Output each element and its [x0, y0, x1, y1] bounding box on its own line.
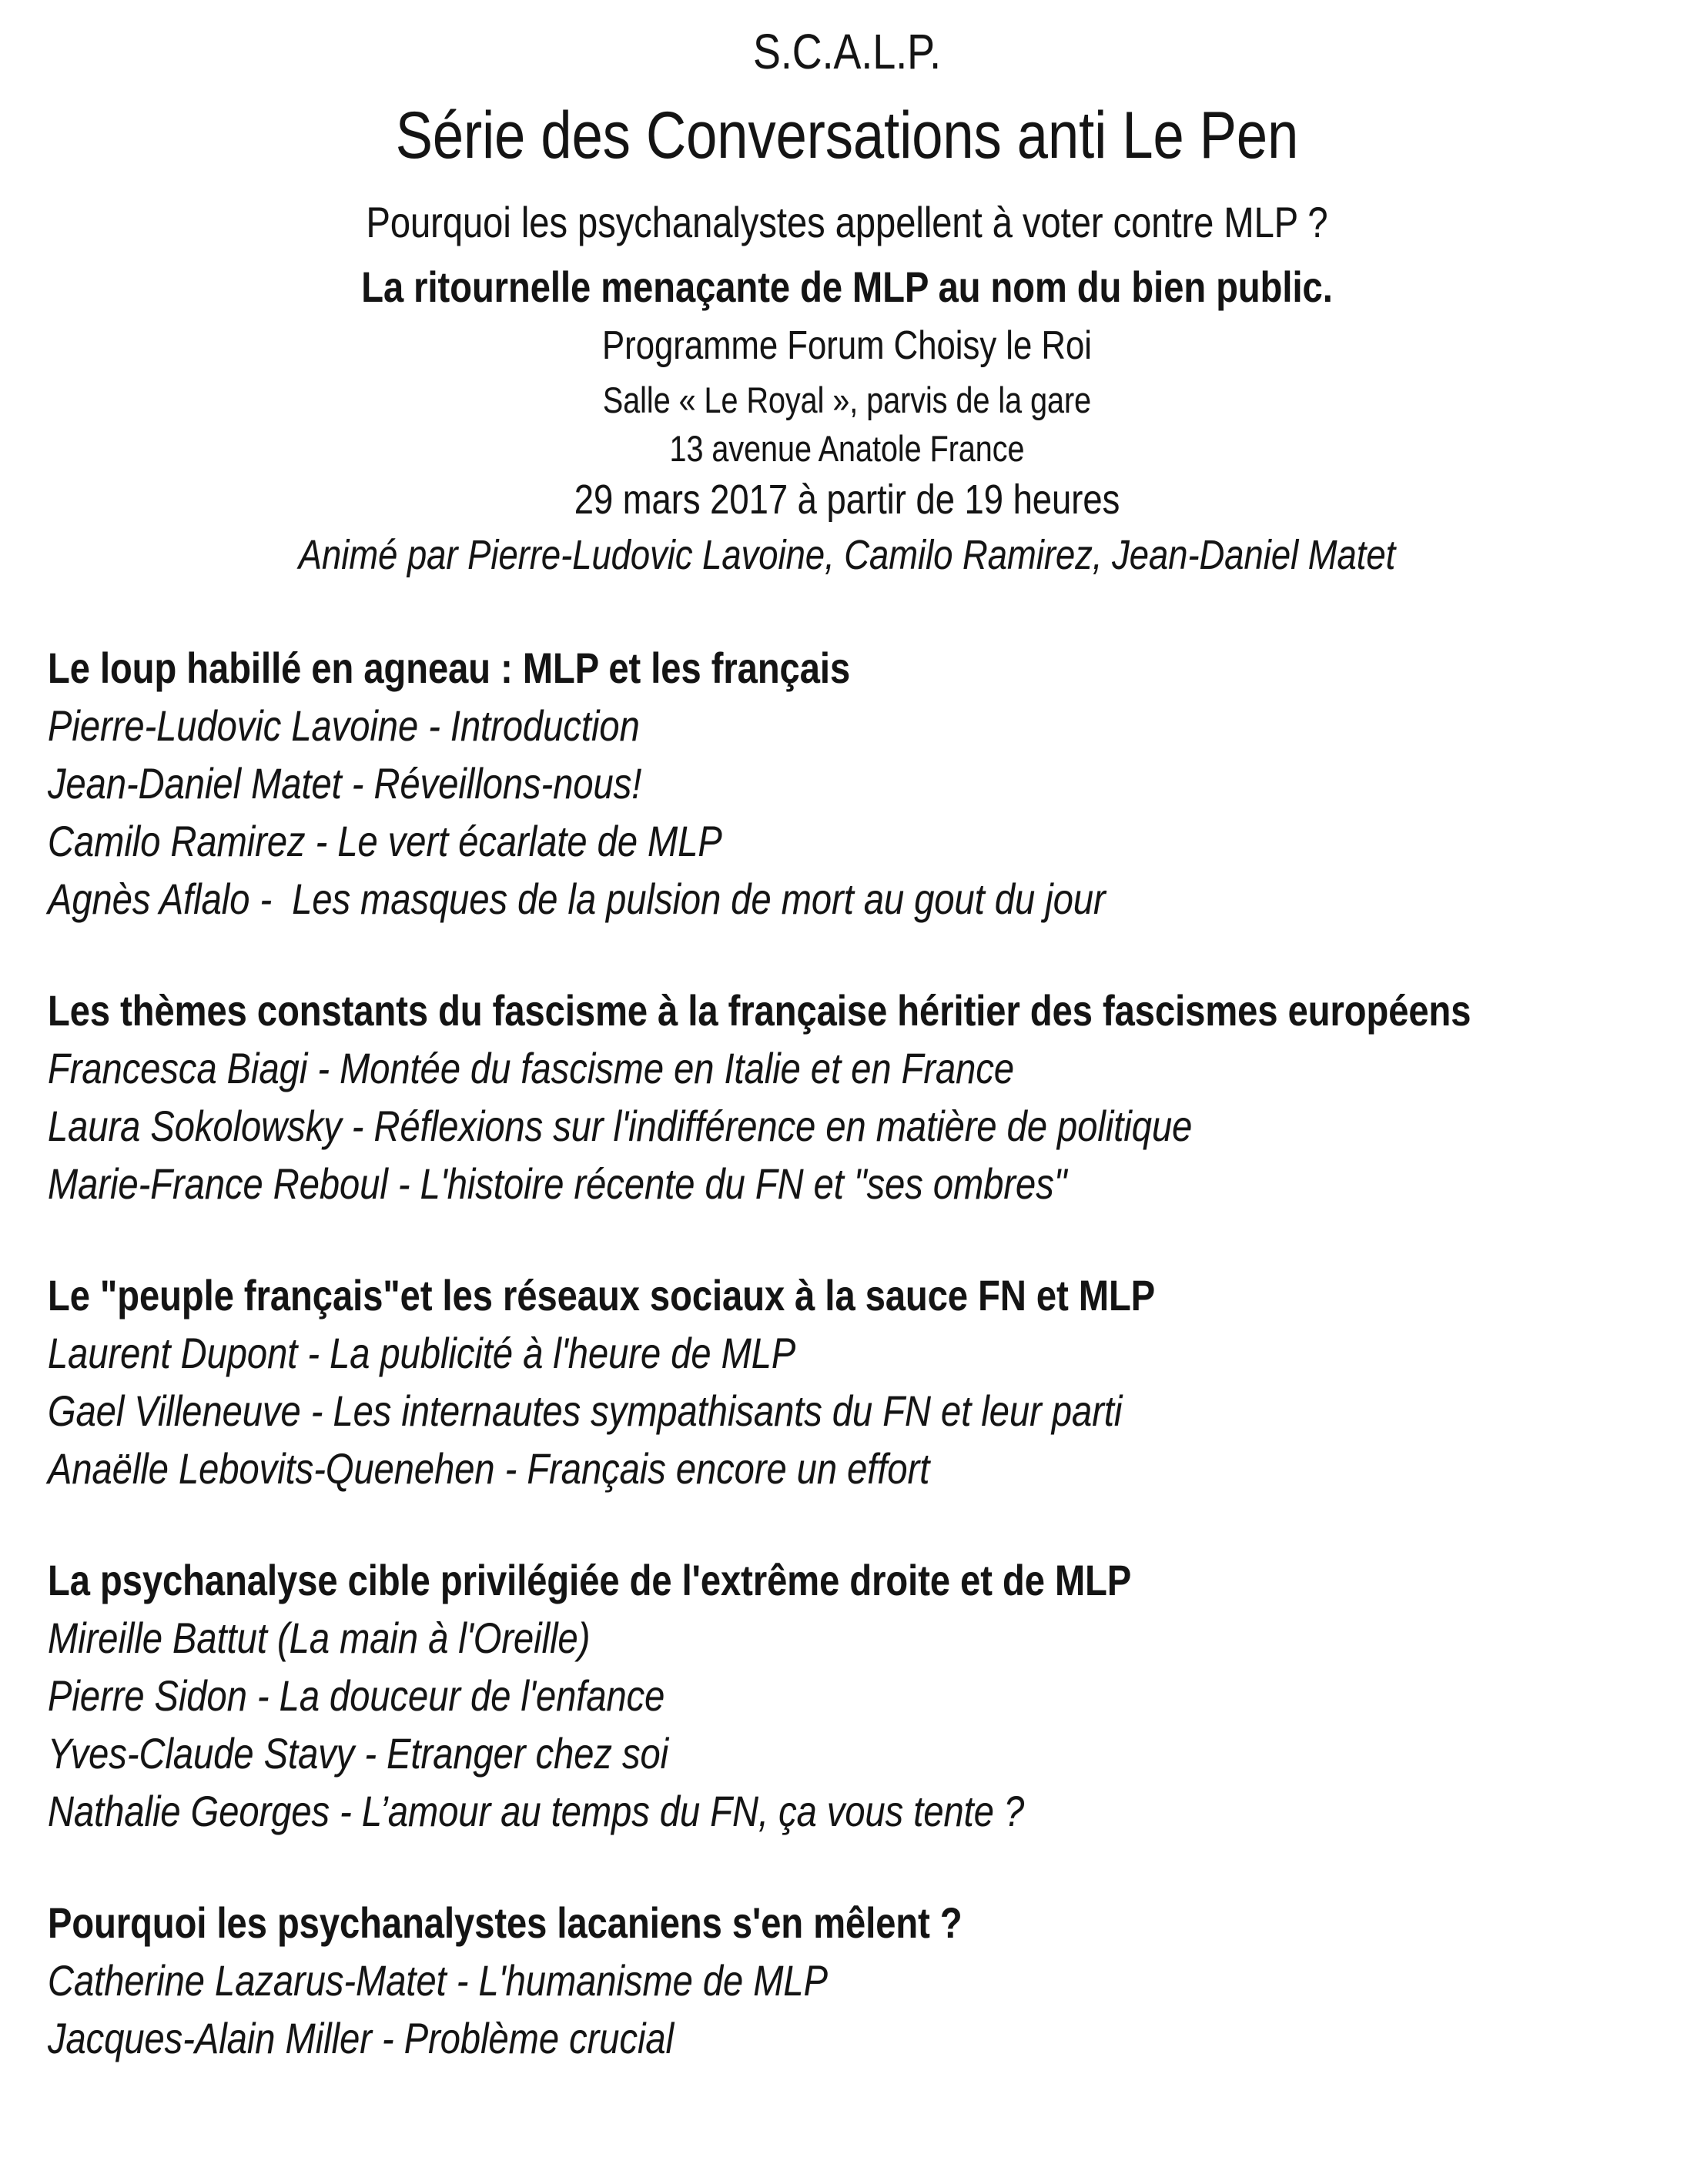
venue-line: Salle « Le Royal », parvis de la gare	[602, 380, 1092, 420]
program-title: Programme Forum Choisy le Roi	[602, 323, 1092, 368]
section-heading: Le loup habillé en agneau : MLP et les français	[48, 644, 851, 692]
section-heading: La psychanalyse cible privilégiée de l'extrême droite et de MLP	[48, 1556, 1132, 1604]
org-acronym: S.C.A.L.P.	[752, 24, 942, 79]
event-tagline: La ritournelle menaçante de MLP au nom du bien public.	[361, 263, 1333, 311]
session-item: Anaëlle Lebovits-Quenehen - Français encore un effort	[48, 1444, 930, 1493]
session-item: Francesca Biagi - Montée du fascisme en Italie et en France	[48, 1044, 1015, 1092]
address-line: 13 avenue Anatole France	[669, 428, 1025, 469]
session-item: Yves-Claude Stavy - Etranger chez soi	[48, 1729, 669, 1778]
section-lacanians	[48, 1894, 1663, 2067]
datetime-line: 29 mars 2017 à partir de 19 heures	[574, 477, 1120, 523]
event-question: Pourquoi les psychanalystes appellent à voter contre MLP ?	[366, 198, 1328, 246]
session-item: Nathalie Georges - L’amour au temps du FN, ça vous tente ?	[48, 1787, 1025, 1835]
session-item: Jean-Daniel Matet - Réveillons-nous!	[48, 759, 642, 808]
section-psychoanalysis-target	[48, 1551, 1663, 1840]
section-heading: Les thèmes constants du fascisme à la française héritier des fascismes européens	[48, 986, 1471, 1035]
session-item: Jacques-Alain Miller - Problème crucial	[48, 2014, 675, 2062]
session-item: Pierre-Ludovic Lavoine - Introduction	[48, 701, 640, 750]
document-header	[0, 0, 1694, 584]
session-item: Gael Villeneuve - Les internautes sympathisants du FN et leur parti	[48, 1386, 1123, 1435]
hosts-line: Animé par Pierre-Ludovic Lavoine, Camilo Ramirez, Jean-Daniel Matet	[298, 532, 1396, 578]
session-item: Mireille Battut (La main à l'Oreille)	[48, 1614, 591, 1662]
section-heading: Pourquoi les psychanalystes lacaniens s'en mêlent ?	[48, 1898, 962, 1947]
section-fascism-themes	[48, 982, 1663, 1212]
section-social-networks	[48, 1266, 1663, 1497]
event-title: Série des Conversations anti Le Pen	[395, 99, 1299, 172]
session-item: Marie-France Reboul - L'histoire récente du FN et "ses ombres"	[48, 1159, 1067, 1208]
section-wolf-in-lamb	[48, 639, 1663, 928]
session-item: Laurent Dupont - La publicité à l'heure de MLP	[48, 1329, 796, 1377]
section-heading: Le "peuple français"et les réseaux sociaux à la sauce FN et MLP	[48, 1271, 1156, 1319]
session-item: Laura Sokolowsky - Réflexions sur l'indifférence en matière de politique	[48, 1102, 1193, 1150]
session-item: Agnès Aflalo - Les masques de la pulsion de mort au gout du jour	[48, 875, 1106, 923]
session-item: Pierre Sidon - La douceur de l'enfance	[48, 1671, 665, 1720]
program-body	[0, 639, 1694, 2067]
session-item: Camilo Ramirez - Le vert écarlate de MLP	[48, 817, 722, 865]
session-item: Catherine Lazarus-Matet - L'humanisme de MLP	[48, 1956, 828, 2005]
